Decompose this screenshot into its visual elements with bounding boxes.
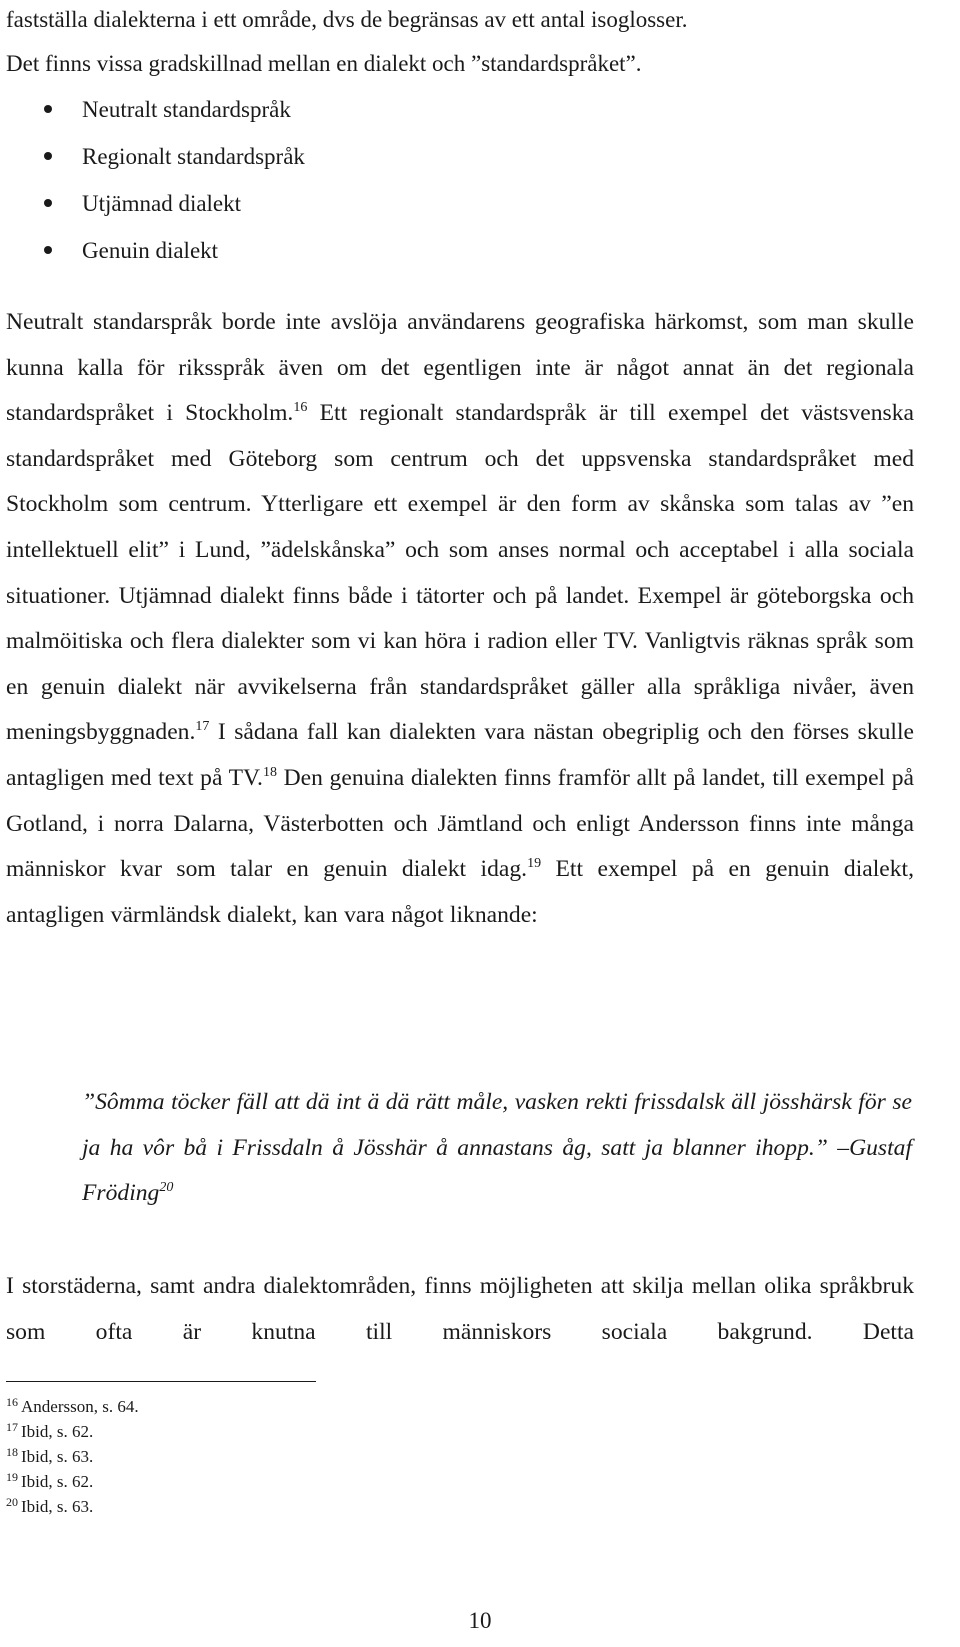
footnote-item bbox=[6, 1494, 139, 1519]
intro-line-1: fastställa dialekterna i ett område, dvs de begränsas av ett antal isoglosser. bbox=[6, 7, 688, 32]
footnote-number: 16 bbox=[6, 1395, 18, 1409]
following-paragraph: I storstäderna, samt andra dialektområden, finns möjligheten att skilja mellan olika språkbruk som ofta är knutna till människors sociala bakgrund. Detta bbox=[6, 1273, 914, 1345]
footnote-number: 19 bbox=[6, 1470, 18, 1484]
footnote-number: 18 bbox=[6, 1445, 18, 1459]
footnote-ref-20[interactable]: 20 bbox=[159, 1180, 174, 1195]
paragraph-text: Ett exempel på en genuin dialekt, antagligen värmländsk dialekt, kan vara något liknande: bbox=[6, 856, 914, 928]
footnote-ref-19[interactable]: 19 bbox=[527, 856, 542, 872]
footnote-ref-18[interactable]: 18 bbox=[262, 764, 277, 780]
intro-text bbox=[6, 0, 916, 86]
footnote-text: Ibid, s. 62. bbox=[21, 1472, 94, 1491]
footnote-text: Andersson, s. 64. bbox=[21, 1397, 139, 1416]
paragraph-text: I sådana fall kan dialekten vara nästan obegriplig och den förses skulle antagligen med text på TV. bbox=[6, 719, 914, 791]
footnote-ref-16[interactable]: 16 bbox=[293, 400, 308, 416]
footnote-item bbox=[6, 1469, 139, 1494]
paragraph-text: Neutralt standarspråk borde inte avslöja användarens geografiska härkomst, som man skulle kunna kalla för riksspråk även om det egentligen inte är något annat än det regionala standardspråket i Stockholm. bbox=[6, 309, 914, 427]
footnote-text: Ibid, s. 63. bbox=[21, 1497, 94, 1516]
footnote-item bbox=[6, 1419, 139, 1444]
paragraph-text: Den genuina dialekten finns framför allt på landet, till exempel på Gotland, i norra Dalarna, Västerbotten och Jämtland och enligt Andersson finns inte många människor kvar som talar en genuin dialekt idag. bbox=[6, 764, 915, 883]
block-quote bbox=[82, 1080, 912, 1217]
footnote-text: Ibid, s. 62. bbox=[21, 1422, 94, 1441]
quote-text: ”Sômma töcker fäll att dä int ä dä rätt måle, vasken rekti frissdalsk äll jösshärsk för se ja ha vôr bå i Frissdaln å Jösshär å annastans åg, satt ja blanner ihopp.” –Gustaf Fröding bbox=[82, 1089, 912, 1206]
list-item: Neutralt standardspråk bbox=[0, 86, 305, 133]
footnote-number: 20 bbox=[6, 1495, 18, 1509]
list-item: Genuin dialekt bbox=[0, 227, 305, 274]
footnote-divider bbox=[6, 1381, 316, 1382]
footnote-item bbox=[6, 1444, 139, 1469]
footnote-text: Ibid, s. 63. bbox=[21, 1447, 94, 1466]
page-number: 10 bbox=[468, 1608, 492, 1633]
footnote-ref-17[interactable]: 17 bbox=[195, 719, 210, 735]
main-paragraph bbox=[6, 300, 914, 938]
footnote-number: 17 bbox=[6, 1420, 18, 1434]
dialect-levels-list bbox=[0, 86, 305, 274]
paragraph-text: Ett regionalt standardspråk är till exempel det västsvenska standardspråket med Göteborg som centrum och det uppsvenska standardspråket med Stockholm som centrum. Ytterligare ett exempel är den form av skånska som talas av ”en intellektuell elit” i Lund, ”ädelskånska” och som anses normal och acceptabel i alla sociala situationer. Utjämnad dialekt finns både i tätorter och på landet. Exempel är göteborgska och malmöitiska och flera dialekter som vi kan höra i radion eller TV. Vanligtvis räknas språk som en genuin dialekt när avvikelserna från standardspråket gäller alla språkliga nivåer, även meningsbyggnaden. bbox=[6, 400, 914, 746]
footnotes-list bbox=[6, 1394, 139, 1519]
footnote-item bbox=[6, 1394, 139, 1419]
list-item: Regionalt standardspråk bbox=[0, 133, 305, 180]
list-item: Utjämnad dialekt bbox=[0, 180, 305, 227]
intro-line-2: Det finns vissa gradskillnad mellan en dialekt och ”standardspråket”. bbox=[6, 51, 642, 76]
